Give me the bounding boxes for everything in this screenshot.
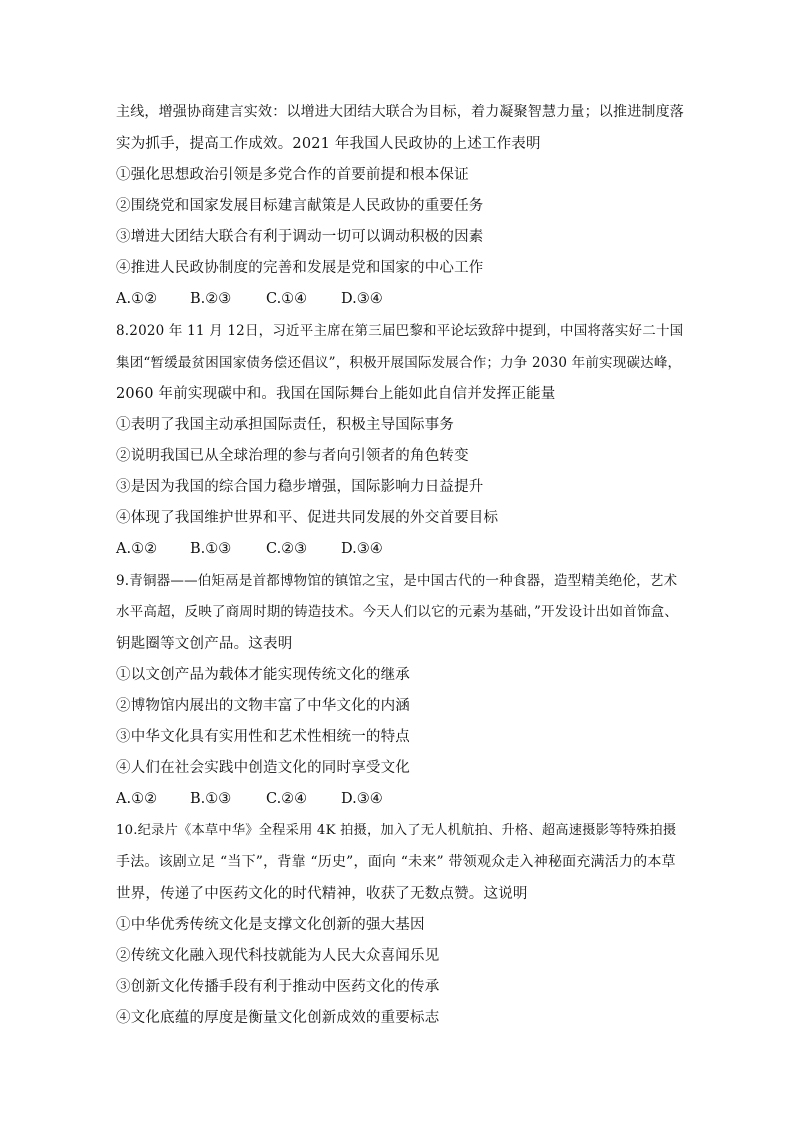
q8-stem-line-2: 集团“暂缓最贫困国家债务偿还倡议”，积极开展国际发展合作；力争 2030 年前实现碳达峰，: [116, 355, 682, 371]
q9-option-4: ④人们在社会实践中创造文化的同时享受文化: [116, 760, 410, 776]
q9-option-1: ①以文创产品为载体才能实现传统文化的继承: [116, 667, 410, 683]
q7-stem-line-1: 主线，增强协商建言实效：以增进大团结大联合为目标，着力凝聚智慧力量；以推进制度落: [116, 104, 684, 120]
q9-choices: [116, 789, 383, 809]
q8-stem-line-1: 8.2020 年 11 月 12日，习近平主席在第三届巴黎和平论坛致辞中提到，中国将落实好二十国: [116, 323, 684, 339]
q10-option-1: ①中华优秀传统文化是支撑文化创新的强大基因: [116, 917, 425, 933]
q9-option-3: ③中华文化具有实用性和艺术性相统一的特点: [116, 729, 410, 745]
q8-choices: [116, 539, 383, 559]
q7-choice-d: D.③④: [341, 291, 383, 307]
q9-choice-c: C.②④: [266, 791, 308, 807]
q9-choice-a: A.①②: [116, 791, 158, 807]
q9-stem-line-1: 9.青铜器——伯矩鬲是首都博物馆的镇馆之宝，是中国古代的一种食器，造型精美绝伦，艺术: [116, 573, 678, 589]
q8-choice-c: C.②③: [266, 541, 308, 557]
q10-option-3: ③创新文化传播手段有利于推动中医药文化的传承: [116, 979, 440, 995]
q7-choices: [116, 289, 383, 309]
q7-option-4: ④推进人民政协制度的完善和发展是党和国家的中心工作: [116, 260, 484, 276]
q8-option-2: ②说明我国已从全球治理的参与者向引领者的角色转变: [116, 448, 469, 464]
q9-stem-line-2: 水平高超，反映了商周时期的铸造技术。今天人们以它的元素为基础，”开发设计出如首饰盒、: [116, 604, 679, 620]
q8-option-1: ①表明了我国主动承担国际责任，积极主导国际事务: [116, 417, 455, 433]
q9-stem-line-3: 钥匙圈等文创产品。这表明: [116, 636, 293, 652]
q7-option-3: ③增进大团结大联合有利于调动一切可以调动积极的因素: [116, 229, 484, 245]
q10-stem-line-3: 世界，传递了中医药文化的时代精神，收获了无数点赞。这说明: [116, 886, 528, 902]
q9-choice-d: D.③④: [341, 791, 383, 807]
q10-stem-line-1: 10.纪录片《本草中华》全程采用 4K 拍摄，加入了无人机航拍、升格、超高速摄影等特殊拍摄: [116, 823, 677, 838]
q8-option-4: ④体现了我国维护世界和平、促进共同发展的外交首要目标: [116, 510, 499, 526]
q10-option-2: ②传统文化融入现代科技就能为人民大众喜闻乐见: [116, 948, 440, 964]
q7-option-2: ②围绕党和国家发展目标建言献策是人民政协的重要任务: [116, 198, 484, 214]
q8-option-3: ③是因为我国的综合国力稳步增强，国际影响力日益提升: [116, 479, 484, 495]
q7-stem-line-2: 实为抓手，提高工作成效。2021 年我国人民政协的上述工作表明: [116, 136, 541, 152]
q10-stem-line-2: 手法。该剧立足 “当下”，背靠 “历史”，面向 “未来” 带领观众走入神秘面充满活力的本草: [116, 854, 676, 870]
q7-choice-c: C.①④: [266, 291, 308, 307]
q8-choice-b: B.①③: [190, 541, 232, 557]
q10-option-4: ④文化底蕴的厚度是衡量文化创新成效的重要标志: [116, 1010, 440, 1026]
q9-choice-b: B.①③: [190, 791, 232, 807]
q8-choice-d: D.③④: [341, 541, 383, 557]
q7-choice-a: A.①②: [116, 291, 158, 307]
q7-choice-b: B.②③: [190, 291, 232, 307]
q9-option-2: ②博物馆内展出的文物丰富了中华文化的内涵: [116, 698, 410, 714]
q8-stem-line-3: 2060 年前实现碳中和。我国在国际舞台上能如此自信并发挥正能量: [116, 386, 556, 402]
q7-option-1: ①强化思想政治引领是多党合作的首要前提和根本保证: [116, 167, 469, 183]
q8-choice-a: A.①②: [116, 541, 158, 557]
